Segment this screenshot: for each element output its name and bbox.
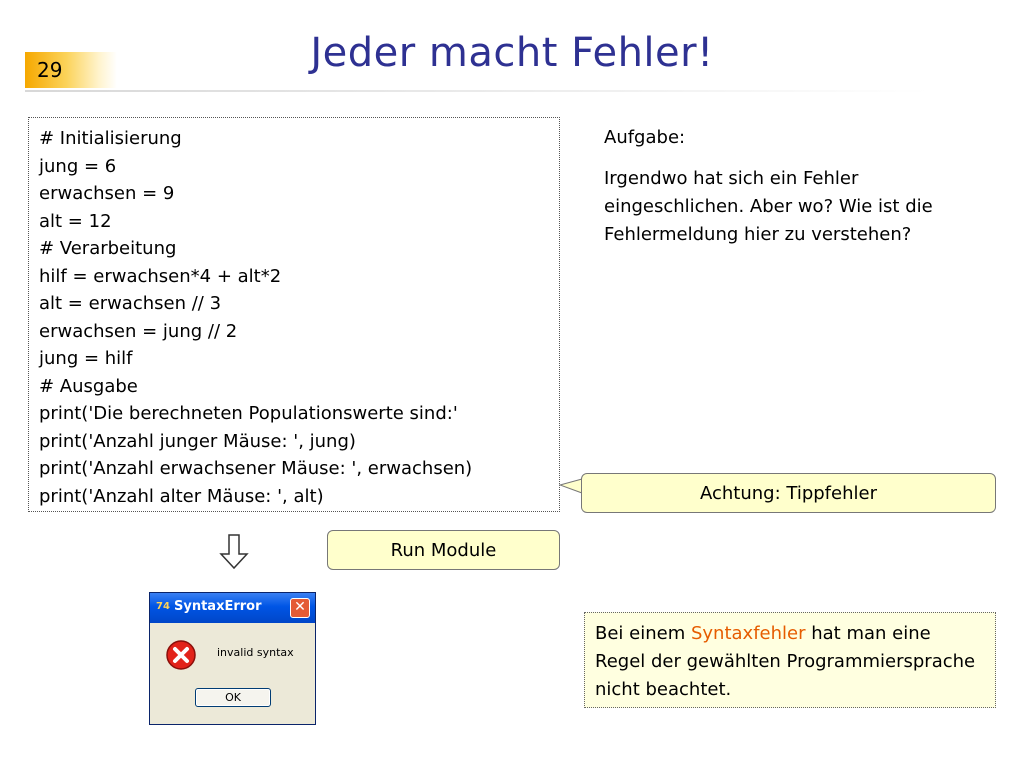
code-listing xyxy=(28,117,560,512)
python-app-icon: 74 xyxy=(156,601,170,612)
code-line: print('Anzahl alter Mäuse: ', alt) xyxy=(39,485,324,507)
ok-button[interactable]: OK xyxy=(195,688,271,707)
syntax-error-dialog xyxy=(149,592,316,725)
code-line: print('Die berechneten Populationswerte sind:' xyxy=(39,403,458,424)
callout-pointer xyxy=(559,477,583,495)
dialog-titlebar[interactable] xyxy=(150,593,315,623)
syntax-error-note xyxy=(584,612,996,708)
code-line: alt = erwachsen // 3 xyxy=(39,293,222,314)
code-line: jung = 6 xyxy=(39,155,117,177)
down-arrow-icon xyxy=(219,534,249,570)
close-icon[interactable]: ✕ xyxy=(290,598,310,618)
task-label: Aufgabe: xyxy=(604,127,686,148)
slide-number: 29 xyxy=(25,52,117,88)
code-line: # Verarbeitung xyxy=(39,238,177,259)
code-line: # Ausgabe xyxy=(39,375,138,397)
dialog-title: SyntaxError xyxy=(174,599,262,614)
note-text-end: hat man eine Regel der gewählten Programmiersprache nicht beachtet. xyxy=(595,623,976,700)
title-divider xyxy=(25,90,930,92)
code-line: alt = 12 xyxy=(39,210,112,232)
code-line: # Initialisierung xyxy=(39,128,182,149)
code-line: erwachsen = 9 xyxy=(39,183,175,204)
note-highlight: Syntaxfehler xyxy=(690,623,806,644)
error-icon xyxy=(165,639,197,671)
run-module-button[interactable]: Run Module xyxy=(327,530,560,570)
code-line: print('Anzahl junger Mäuse: ', jung) xyxy=(39,430,356,452)
task-text: Irgendwo hat sich ein Fehler eingeschlichen. Aber wo? Wie ist die Fehlermeldung hier zu verstehen? xyxy=(604,168,933,245)
code-line: print('Anzahl erwachsener Mäuse: ', erwachsen) xyxy=(39,458,473,479)
dialog-message: invalid syntax xyxy=(217,646,294,659)
code-line: erwachsen = jung // 2 xyxy=(39,320,238,342)
note-text-start: Bei einem xyxy=(595,623,691,644)
code-line: jung = hilf xyxy=(39,348,133,369)
page-title: Jeder macht Fehler! xyxy=(310,30,714,76)
typo-callout: Achtung: Tippfehler xyxy=(581,473,996,513)
code-line: hilf = erwachsen*4 + alt*2 xyxy=(39,265,282,287)
